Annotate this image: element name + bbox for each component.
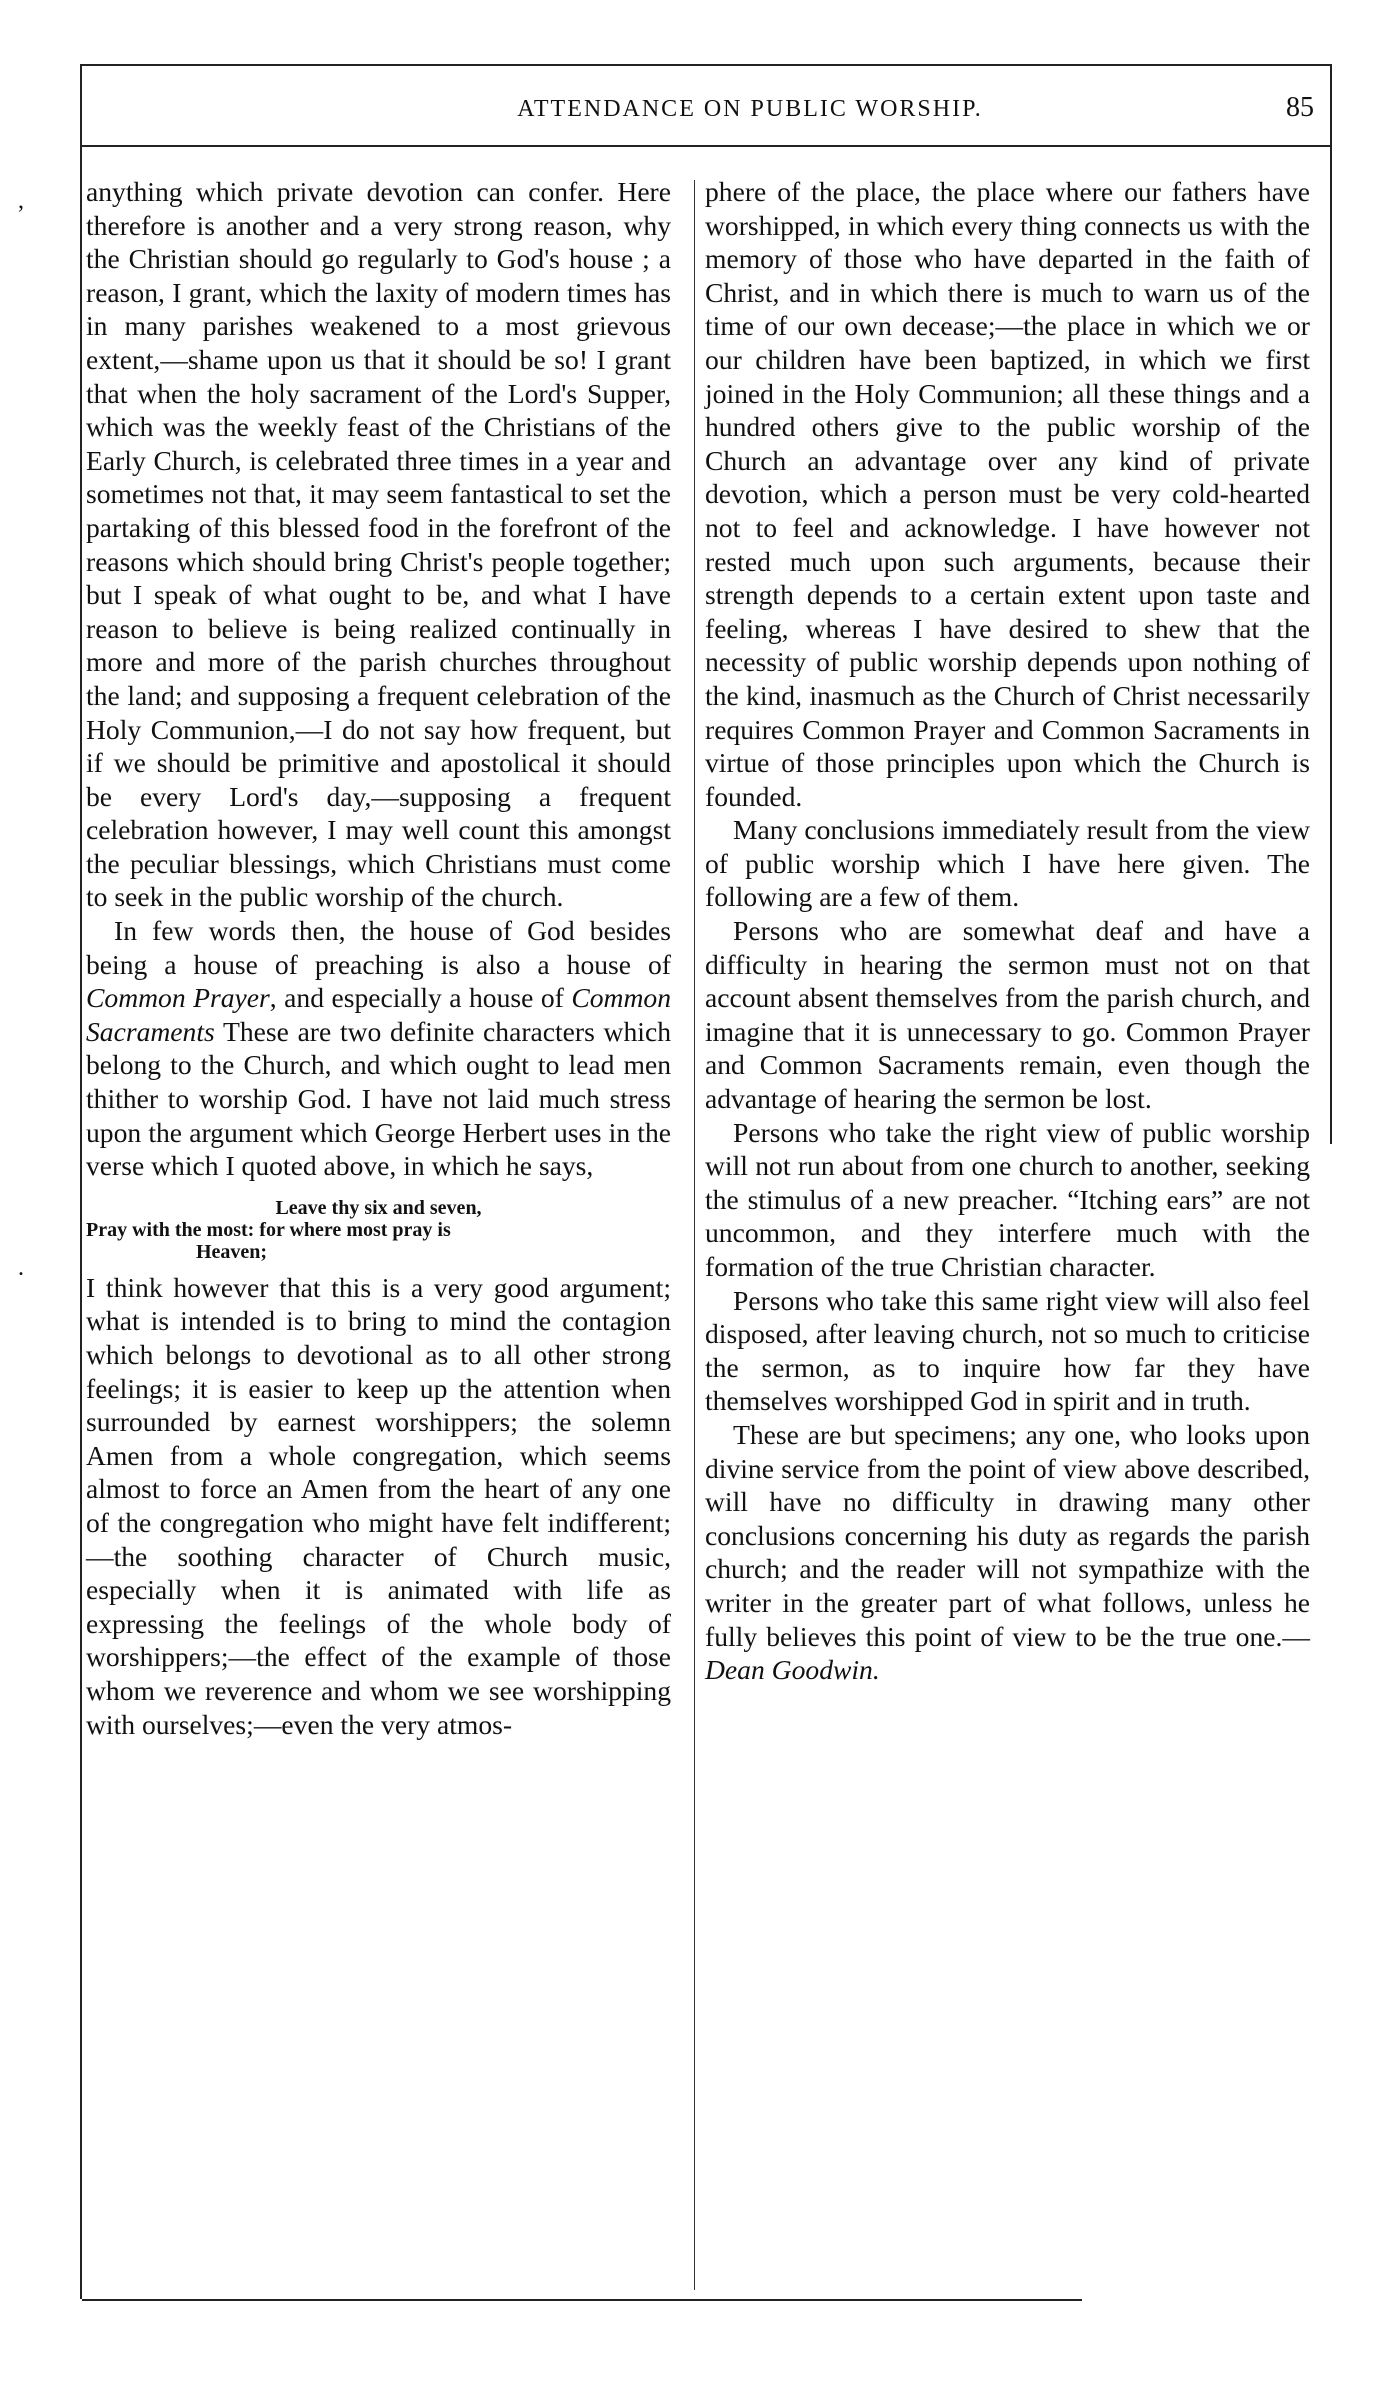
paragraph: anything which private devotion can confer. Here therefore is another and a very strong reason, why the Christian should go regularly to God's house ; a reason, I grant, which the laxity of modern times has in many parishes weakened to a most grievous extent,—shame upon us that it should be so! I grant that when the holy sacrament of the Lord's Supper, which was the weekly feast of the Christians of the Early Church, is celebrated three times in a year and sometimes not that, it may seem fantastical to set the partaking of this blessed food in the forefront of the reasons which should bring Christ's people together; but I speak of what ought to be, and what I have reason to believe is being realized continually in more and more of the parish churches throughout the land; and supposing a frequent celebration of the Holy Communion,—I do not say how frequent, but if we should be primitive and apostolical it should be every Lord's day,—supposing a frequent celebration however, I may well count this amongst the peculiar blessings, which Christians must come to seek in the public worship of the church. bbox=[86, 176, 671, 913]
paragraph: Persons who take the right view of public worship will not run about from one church to another, seeking the stimulus of a new preacher. “Itching ears” are not uncommon, and they interfere much with the formation of the true Christian character. bbox=[705, 1116, 1310, 1282]
margin-mark: . bbox=[18, 1255, 24, 1281]
right-column bbox=[705, 175, 1310, 1687]
running-title: ATTENDANCE ON PUBLIC WORSHIP. bbox=[517, 96, 983, 122]
emphasis: Common Sacraments bbox=[86, 982, 671, 1047]
paragraph: I think however that this is a very good argument; what is intended is to bring to mind the contagion which belongs to devotional as to all other strong feelings; it is easier to keep up the attention when surrounded by earnest worshippers; the solemn Amen from a whole congregation, which seems almost to force an Amen from the heart of any one of the congregation who might have felt indifferent;—the soothing character of Church music, especially when it is animated with life as expressing the feelings of the whole body of worshippers;—the effect of the example of those whom we reverence and whom we see worshipping with ourselves;—even the very atmos- bbox=[86, 1271, 671, 1740]
emphasis: Common Prayer bbox=[86, 982, 270, 1014]
attribution: Dean Goodwin. bbox=[705, 1654, 880, 1686]
paragraph: phere of the place, the place where our fathers have worshipped, in which every thing connects us with the memory of those who have departed in the faith of Christ, and in which there is much to warn us of the time of our own decease;—the place in which we or our children have been baptized, in which we first joined in the Holy Communion; all these things and a hundred others give to the public worship of the Church an advantage over any kind of private devotion, which a person must be very cold-hearted not to feel and acknowledge. I have however not rested much upon such arguments, because their strength depends to a certain extent upon taste and feeling, whereas I have desired to shew that the necessity of public worship depends upon nothing of the kind, inasmuch as the Church of Christ necessarily requires Common Prayer and Common Sacraments in virtue of those principles upon which the Church is founded. bbox=[705, 176, 1310, 812]
paragraph: Persons who are somewhat deaf and have a difficulty in hearing the sermon must not on that account absent themselves from the parish church, and imagine that it is unnecessary to go. Common Prayer and Common Sacraments remain, even though the advantage of hearing the sermon be lost. bbox=[705, 915, 1310, 1115]
column-divider bbox=[694, 180, 695, 2290]
paragraph: Persons who take this same right view will also feel disposed, after leaving church, not so much to criticise the sermon, as to inquire how far they have themselves worshipped God in spirit and in truth. bbox=[705, 1284, 1310, 1417]
margin-mark: , bbox=[18, 188, 24, 214]
paragraph: In few words then, the house of God besides being a house of preaching is also a house of Common Prayer, and especially a house of Common Sacraments These are two definite characters which belong to the Church, and which ought to lead men thither to worship God. I have not laid much stress upon the argument which George Herbert uses in the verse which I quoted above, in which he says, bbox=[86, 915, 671, 1182]
right-border-rule bbox=[1330, 64, 1332, 1144]
page-number: 85 bbox=[1286, 92, 1314, 123]
verse-line: Pray with the most: for where most pray is bbox=[86, 1218, 451, 1241]
bottom-border-rule bbox=[82, 2299, 1082, 2301]
header-rule bbox=[82, 145, 1332, 147]
paragraph: These are but specimens; any one, who looks upon divine service from the point of view above described, will have no difficulty in drawing many other conclusions concerning his duty as regards the parish church; and the reader will not sympathize with the writer in the greater part of what follows, unless he fully believes this point of view to be the true one.—Dean Goodwin. bbox=[705, 1418, 1310, 1686]
paragraph: Many conclusions immediately result from the view of public worship which I have here given. The following are a few of them. bbox=[705, 814, 1310, 913]
verse-line: Heaven; bbox=[196, 1240, 268, 1263]
left-border-rule bbox=[80, 64, 82, 2299]
verse-line: Leave thy six and seven, bbox=[275, 1196, 482, 1219]
verse-quote bbox=[86, 1197, 671, 1263]
top-border-rule bbox=[82, 64, 1332, 66]
left-column bbox=[86, 175, 671, 1741]
